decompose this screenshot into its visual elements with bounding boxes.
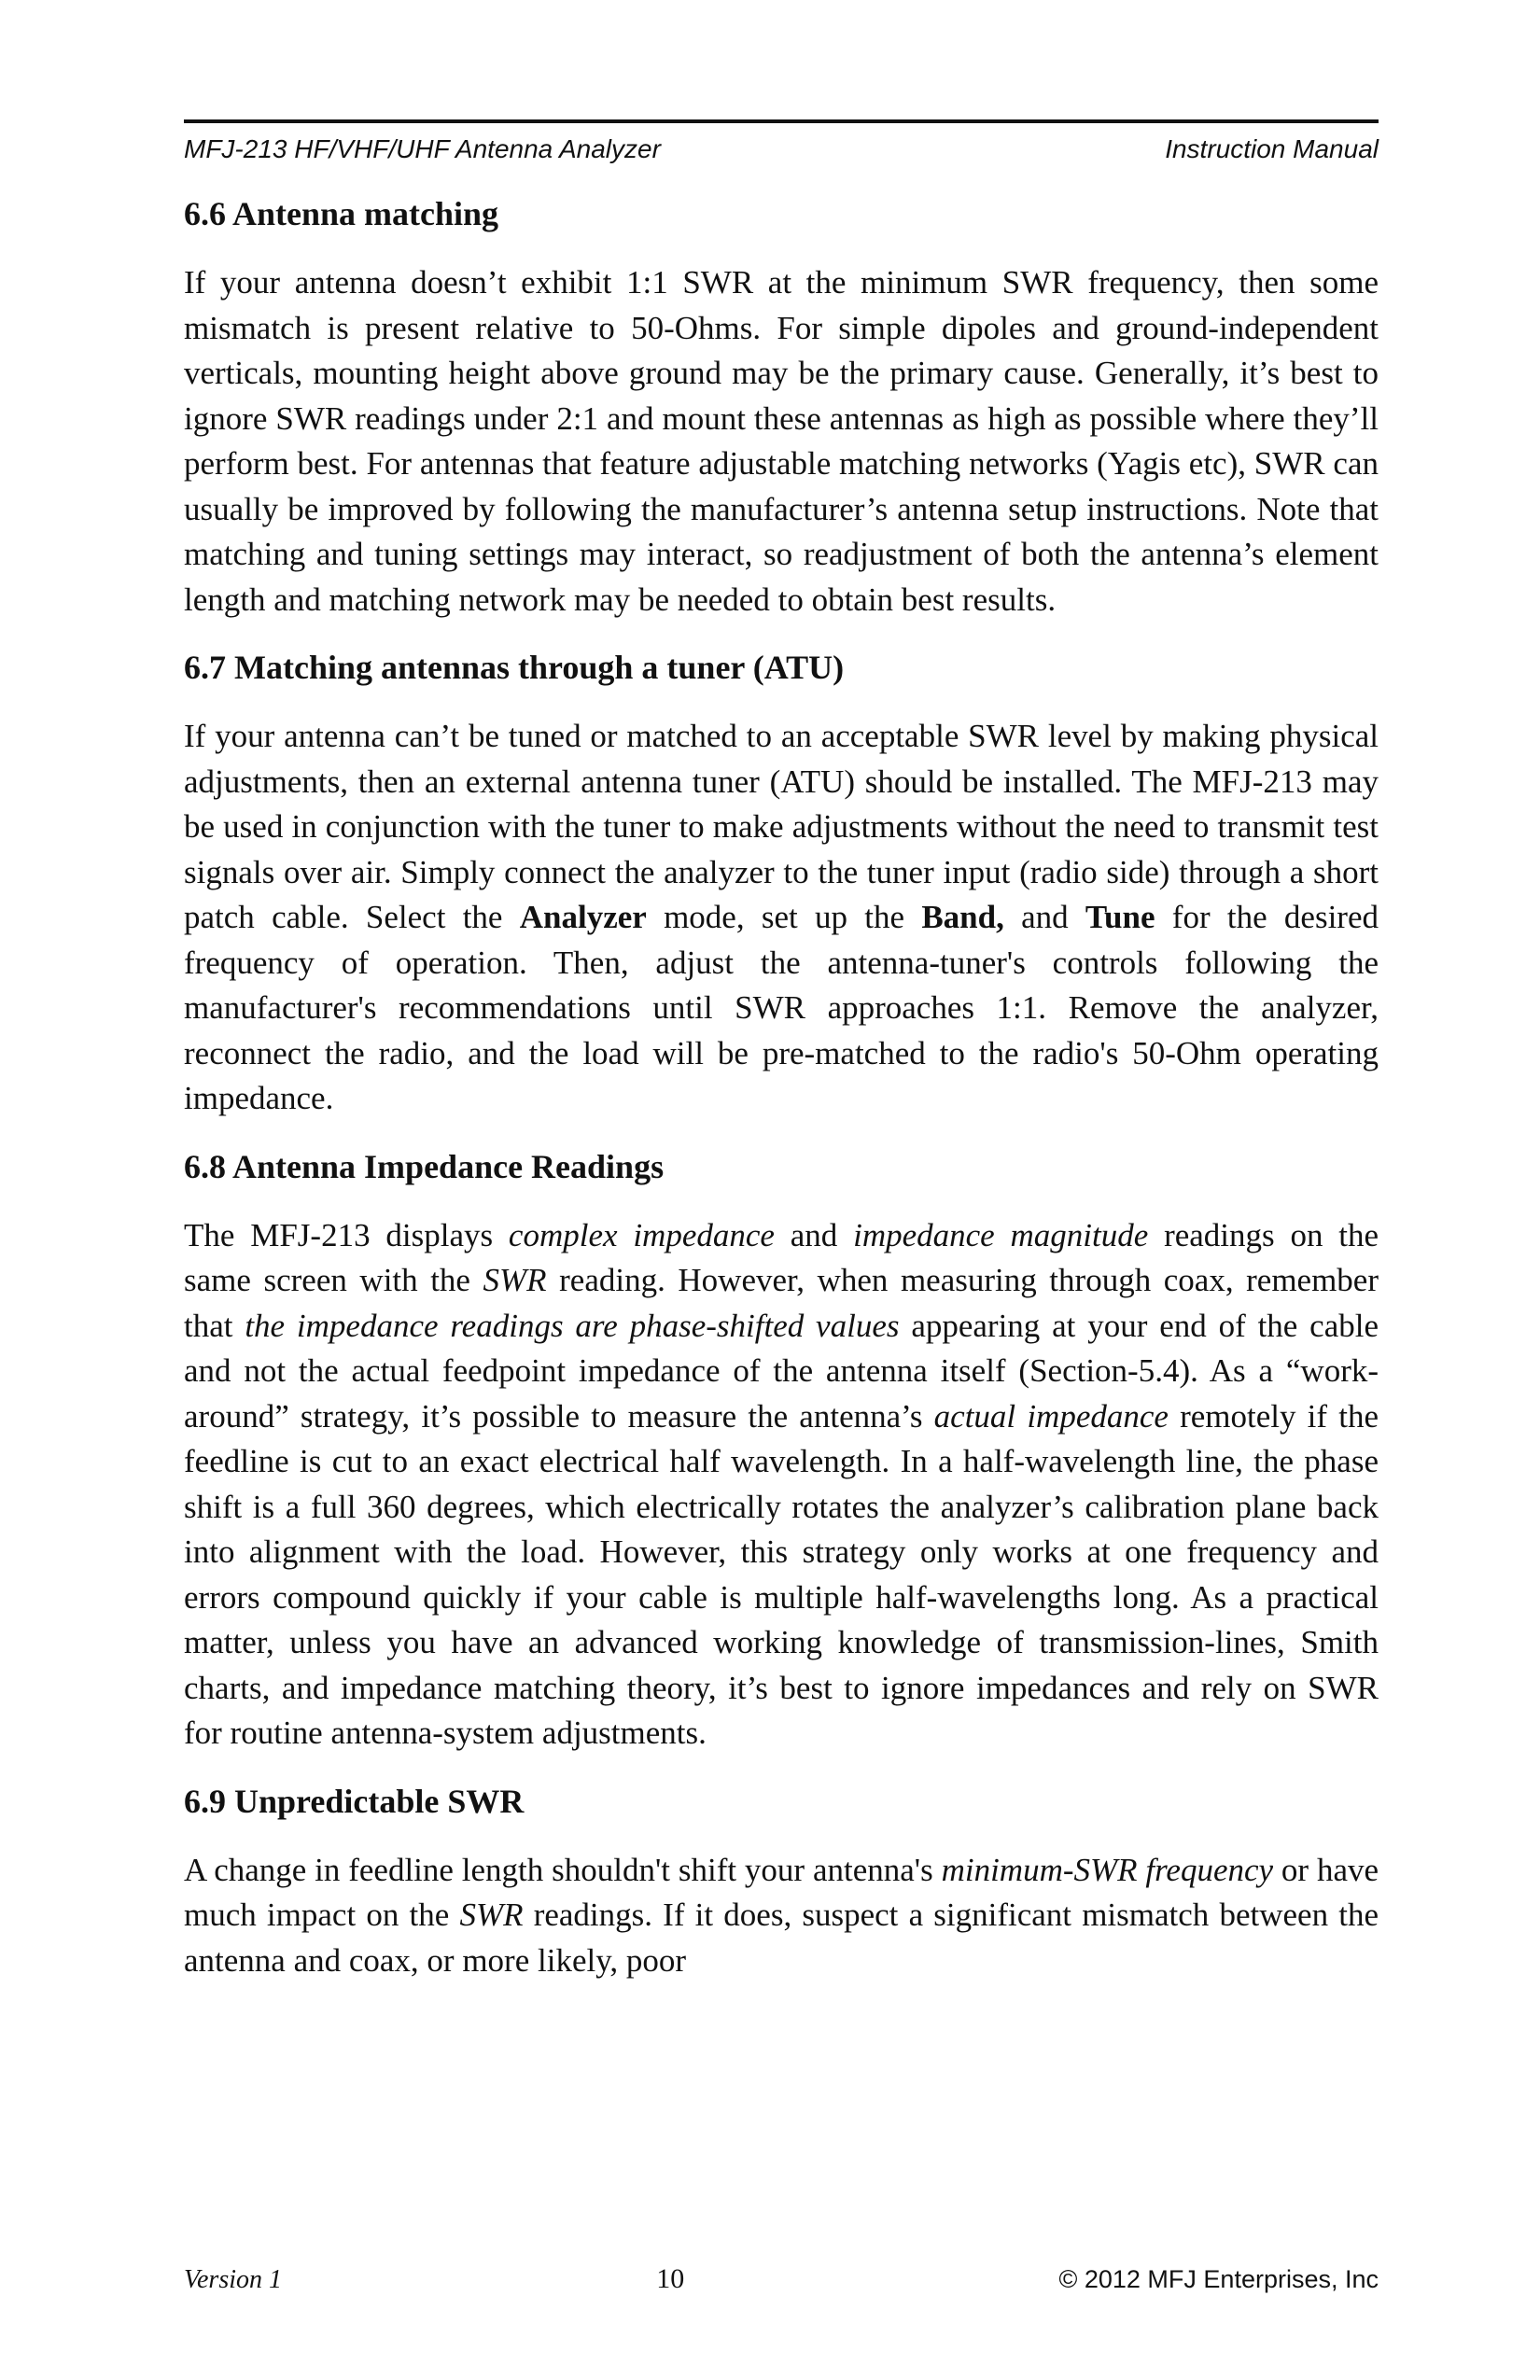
italic-complex-impedance: complex impedance — [508, 1216, 775, 1253]
section-paragraph — [184, 1848, 1379, 1984]
section-heading: 6.7 Matching antennas through a tuner (ATU) — [184, 649, 845, 686]
section-heading: 6.6 Antenna matching — [184, 195, 499, 232]
page-number: 10 — [656, 2263, 685, 2294]
italic-minimum-swr-frequency: minimum-SWR frequency — [941, 1851, 1274, 1888]
header-manual-label: Instruction Manual — [1165, 134, 1379, 163]
text-run: A change in feedline length shouldn't shift your antenna's — [184, 1851, 942, 1888]
text-run: and — [774, 1216, 854, 1253]
section-6-7 — [184, 645, 1379, 1122]
section-6-6 — [184, 191, 1379, 623]
section-paragraph — [184, 1213, 1379, 1757]
text-run: and — [1003, 899, 1085, 935]
text-run: readings on the same screen with the — [184, 1216, 1379, 1298]
text-run: for the desired frequency of operation. Then, adjust the antenna-tuner's controls following the manufacturer's recommendations until SWR approaches 1:1. Remove the analyzer, reconnect the radio, and the load will be pre-matched to the radio's 50-Ohm operating impedance. — [184, 899, 1379, 1116]
section-6-8 — [184, 1144, 1379, 1757]
page-footer — [184, 2263, 1379, 2295]
text-run: readings. If it does, suspect a significant mismatch between the antenna and coax, or more likely, poor — [184, 1897, 1379, 1979]
text-run: mode, set up the — [646, 899, 922, 935]
section-6-9 — [184, 1779, 1379, 1984]
bold-analyzer: Analyzer — [519, 899, 647, 935]
footer-copyright: © 2012 MFJ Enterprises, Inc — [1058, 2265, 1379, 2293]
text-run: reading. However, when measuring through coax, remember that — [184, 1262, 1379, 1344]
section-heading: 6.9 Unpredictable SWR — [184, 1782, 525, 1820]
bold-band: Band, — [921, 899, 1004, 935]
italic-impedance-magnitude: impedance magnitude — [853, 1216, 1149, 1253]
text-run: The MFJ-213 displays — [184, 1216, 509, 1253]
page-header — [184, 119, 1379, 164]
italic-phase-shifted: the impedance readings are phase-shifted values — [245, 1307, 900, 1344]
text-run: If your antenna can’t be tuned or matched to an acceptable SWR level by making physical adjustments, then an external antenna tuner (ATU) should be installed. The MFJ-213 may be used in conjunction with the tuner to make adjustments without the need to transmit test signals over air. Simply connect the analyzer to the tuner input (radio side) through a short patch cable. Select the — [184, 718, 1379, 935]
text-run: remotely if the feedline is cut to an exact electrical half wavelength. In a half-wavelength line, the phase shift is a full 360 degrees, which electrically rotates the analyzer’s calibration plane back into alignment with the load. However, this strategy only works at one frequency and errors compound quickly if your cable is multiple half-wavelengths long. As a practical matter, unless you have an advanced working knowledge of transmission-lines, Smith charts, and impedance matching theory, it’s best to ignore impedances and rely on SWR for routine antenna-system adjustments. — [184, 1397, 1379, 1751]
bold-tune: Tune — [1085, 899, 1155, 935]
section-paragraph — [184, 714, 1379, 1122]
text-run: or have much impact on the — [184, 1851, 1379, 1933]
header-title: MFJ-213 HF/VHF/UHF Antenna Analyzer — [184, 134, 661, 163]
italic-swr: SWR — [459, 1897, 524, 1933]
italic-actual-impedance: actual impedance — [933, 1397, 1169, 1435]
page-content — [184, 191, 1379, 2006]
section-paragraph: If your antenna doesn’t exhibit 1:1 SWR at the minimum SWR frequency, then some mismatch is present relative to 50-Ohms. For simple dipoles and ground-independent verticals, mounting height above ground may be the primary cause. Generally, it’s best to ignore SWR readings under 2:1 and mount these antennas as high as possible where they’ll perform best. For antennas that feature adjustable matching networks (Yagis etc), SWR can usually be improved by following the manufacturer’s antenna setup instructions. Note that matching and tuning settings may interact, so readjustment of both the antenna’s element length and matching network may be needed to obtain best results. — [184, 264, 1379, 618]
text-run: appearing at your end of the cable and not the actual feedpoint impedance of the antenna itself (Section-5.4). As a “work-around” strategy, it’s possible to measure the antenna’s — [184, 1307, 1379, 1435]
section-heading: 6.8 Antenna Impedance Readings — [184, 1147, 665, 1185]
footer-version: Version 1 — [184, 2265, 282, 2294]
italic-swr: SWR — [483, 1262, 547, 1298]
